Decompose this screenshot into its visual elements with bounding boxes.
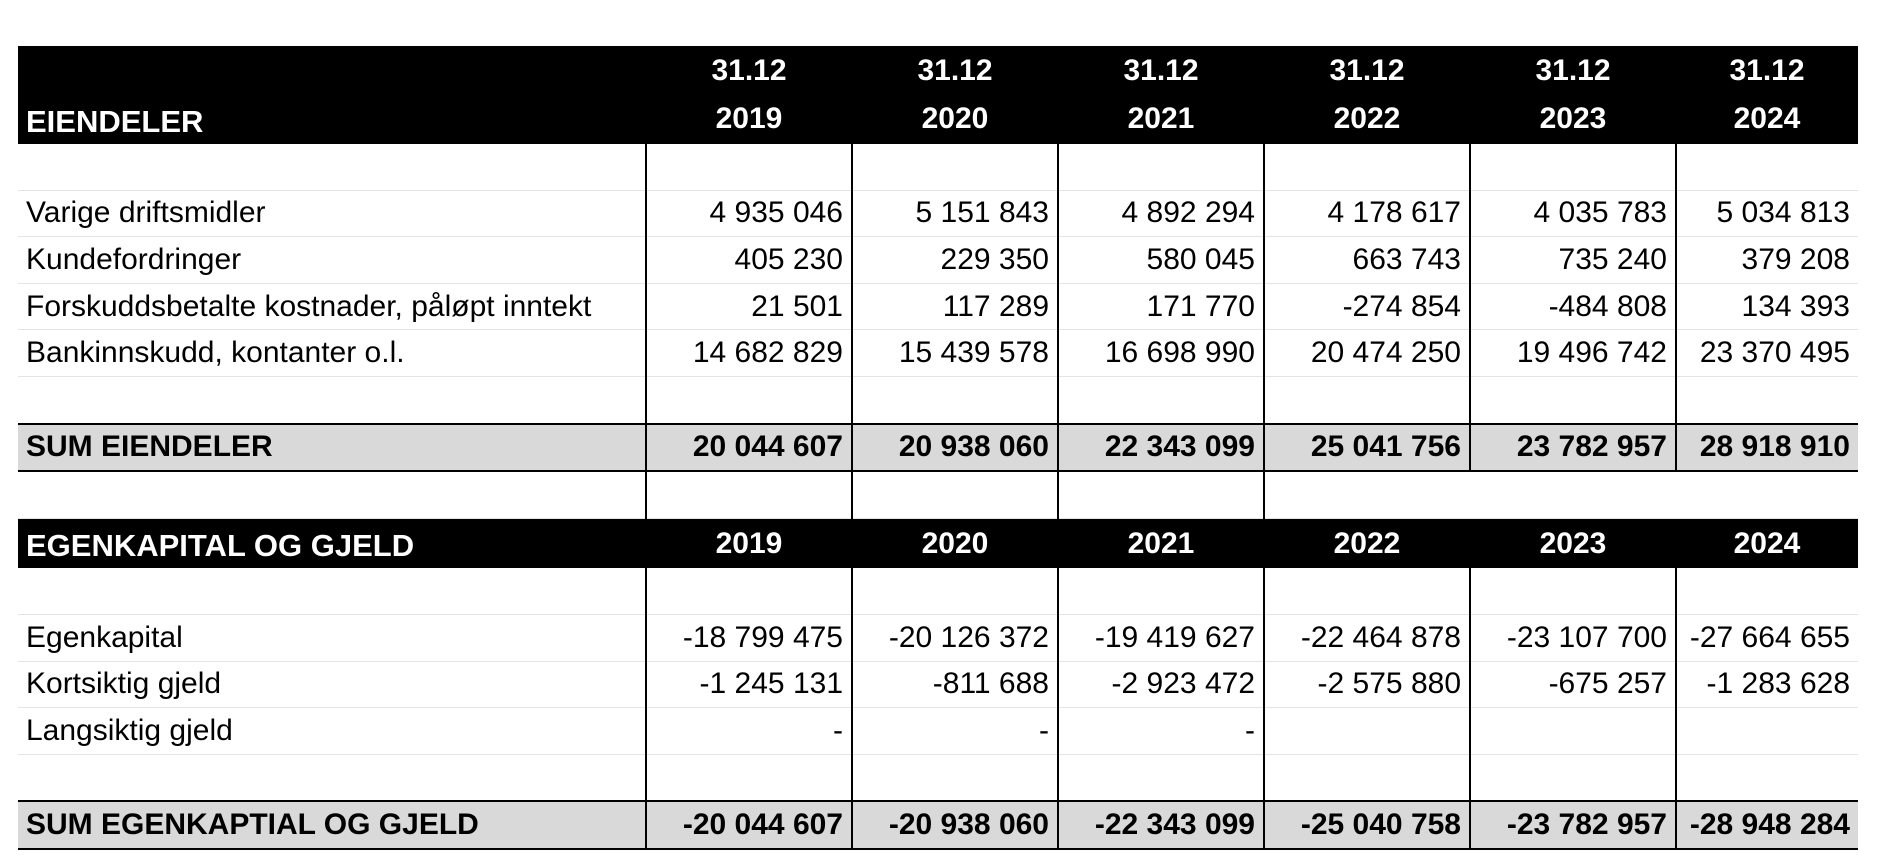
value-cell: -22 464 878	[1264, 614, 1470, 661]
value-cell: -675 257	[1470, 661, 1676, 708]
sum-value: -20 044 607	[646, 801, 852, 849]
value-cell: -484 808	[1470, 283, 1676, 330]
value-cell: -19 419 627	[1058, 614, 1264, 661]
empty-cell	[646, 568, 852, 614]
empty-cell	[1264, 568, 1470, 614]
year-header-2021	[1058, 46, 1264, 144]
assets-heading: EIENDELER	[18, 46, 646, 144]
empty-cell	[1264, 471, 1470, 518]
sum-assets-row	[18, 424, 1858, 472]
value-cell: 405 230	[646, 237, 852, 284]
empty-cell	[1058, 144, 1264, 190]
date-label: 31.12	[1729, 54, 1805, 87]
value-cell: -	[646, 708, 852, 755]
value-cell: 4 935 046	[646, 190, 852, 237]
row-label: Kundefordringer	[18, 237, 646, 284]
year-label: 2020	[921, 102, 989, 135]
empty-cell	[852, 144, 1058, 190]
empty-cell	[852, 376, 1058, 423]
empty-cell	[1470, 471, 1676, 518]
value-cell: 4 035 783	[1470, 190, 1676, 237]
empty-cell	[646, 144, 852, 190]
spacer-row	[18, 144, 1858, 190]
table-row	[18, 190, 1858, 237]
spacer-row	[18, 568, 1858, 614]
empty-cell	[1264, 376, 1470, 423]
value-cell: 16 698 990	[1058, 330, 1264, 377]
empty-cell	[1058, 376, 1264, 423]
empty-cell	[1470, 144, 1676, 190]
row-label: Langsiktig gjeld	[18, 708, 646, 755]
balance-sheet-table	[18, 46, 1858, 850]
value-cell: 171 770	[1058, 283, 1264, 330]
value-cell	[1470, 708, 1676, 755]
value-cell: 735 240	[1470, 237, 1676, 284]
empty-cell	[1470, 754, 1676, 801]
assets-header-row	[18, 46, 1858, 144]
empty-cell	[646, 471, 852, 518]
year-header-2021: 2021	[1058, 518, 1264, 568]
empty-cell	[1676, 144, 1858, 190]
year-header-2019: 2019	[646, 518, 852, 568]
empty-cell	[18, 144, 646, 190]
value-cell: 4 892 294	[1058, 190, 1264, 237]
sum-value: 20 938 060	[852, 424, 1058, 472]
sum-value: 28 918 910	[1676, 424, 1858, 472]
year-header-2024	[1676, 46, 1858, 144]
row-label: Egenkapital	[18, 614, 646, 661]
empty-cell	[1676, 754, 1858, 801]
table-row	[18, 614, 1858, 661]
value-cell: 14 682 829	[646, 330, 852, 377]
table-row	[18, 237, 1858, 284]
year-header-2020	[852, 46, 1058, 144]
date-label: 31.12	[1123, 54, 1199, 87]
empty-cell	[1264, 144, 1470, 190]
sum-label: SUM EIENDELER	[18, 424, 646, 472]
value-cell: -27 664 655	[1676, 614, 1858, 661]
empty-cell	[18, 568, 646, 614]
table-row	[18, 283, 1858, 330]
sum-value: -23 782 957	[1470, 801, 1676, 849]
value-cell: -20 126 372	[852, 614, 1058, 661]
value-cell: -	[1058, 708, 1264, 755]
value-cell: -1 245 131	[646, 661, 852, 708]
row-label: Varige driftsmidler	[18, 190, 646, 237]
value-cell: 5 034 813	[1676, 190, 1858, 237]
value-cell: -1 283 628	[1676, 661, 1858, 708]
empty-cell	[1676, 471, 1858, 518]
value-cell: 5 151 843	[852, 190, 1058, 237]
value-cell: -811 688	[852, 661, 1058, 708]
empty-cell	[1676, 376, 1858, 423]
empty-cell	[852, 568, 1058, 614]
sum-value: -20 938 060	[852, 801, 1058, 849]
empty-cell	[1676, 568, 1858, 614]
empty-cell	[18, 754, 646, 801]
value-cell: 15 439 578	[852, 330, 1058, 377]
row-label: Kortsiktig gjeld	[18, 661, 646, 708]
date-label: 31.12	[711, 54, 787, 87]
empty-cell	[852, 754, 1058, 801]
empty-cell	[1058, 754, 1264, 801]
year-header-2022: 2022	[1264, 518, 1470, 568]
value-cell: -274 854	[1264, 283, 1470, 330]
value-cell: 4 178 617	[1264, 190, 1470, 237]
date-label: 31.12	[1329, 54, 1405, 87]
year-label: 2023	[1539, 102, 1607, 135]
equity-header-row	[18, 518, 1858, 568]
value-cell: -2 575 880	[1264, 661, 1470, 708]
sum-label: SUM EGENKAPTIAL OG GJELD	[18, 801, 646, 849]
sum-value: -22 343 099	[1058, 801, 1264, 849]
spacer-row	[18, 754, 1858, 801]
value-cell: 134 393	[1676, 283, 1858, 330]
sum-value: 23 782 957	[1470, 424, 1676, 472]
year-label: 2022	[1333, 102, 1401, 135]
row-label: Bankinnskudd, kontanter o.l.	[18, 330, 646, 377]
sum-value: 22 343 099	[1058, 424, 1264, 472]
spacer-row	[18, 376, 1858, 423]
empty-cell	[1058, 471, 1264, 518]
value-cell: 580 045	[1058, 237, 1264, 284]
empty-cell	[18, 376, 646, 423]
sum-value: -25 040 758	[1264, 801, 1470, 849]
value-cell: -23 107 700	[1470, 614, 1676, 661]
value-cell: -2 923 472	[1058, 661, 1264, 708]
empty-cell	[18, 471, 646, 518]
year-label: 2019	[715, 102, 783, 135]
date-label: 31.12	[917, 54, 993, 87]
empty-cell	[852, 471, 1058, 518]
value-cell: 117 289	[852, 283, 1058, 330]
value-cell	[1264, 708, 1470, 755]
value-cell	[1676, 708, 1858, 755]
sum-equity-row	[18, 801, 1858, 849]
sum-value: 25 041 756	[1264, 424, 1470, 472]
sum-value: 20 044 607	[646, 424, 852, 472]
year-header-2022	[1264, 46, 1470, 144]
equity-heading: EGENKAPITAL OG GJELD	[18, 518, 646, 568]
value-cell: -	[852, 708, 1058, 755]
year-header-2024: 2024	[1676, 518, 1858, 568]
year-header-2023	[1470, 46, 1676, 144]
empty-cell	[1470, 376, 1676, 423]
date-label: 31.12	[1535, 54, 1611, 87]
empty-cell	[646, 754, 852, 801]
sum-value: -28 948 284	[1676, 801, 1858, 849]
table-row	[18, 708, 1858, 755]
year-label: 2024	[1733, 102, 1801, 135]
year-header-2020: 2020	[852, 518, 1058, 568]
value-cell: 229 350	[852, 237, 1058, 284]
year-label: 2021	[1127, 102, 1195, 135]
row-label: Forskuddsbetalte kostnader, påløpt inntekt	[18, 283, 646, 330]
year-header-2019	[646, 46, 852, 144]
value-cell: 663 743	[1264, 237, 1470, 284]
empty-cell	[1470, 568, 1676, 614]
value-cell: 379 208	[1676, 237, 1858, 284]
empty-cell	[1264, 754, 1470, 801]
value-cell: 23 370 495	[1676, 330, 1858, 377]
value-cell: 21 501	[646, 283, 852, 330]
table-row	[18, 661, 1858, 708]
empty-cell	[646, 376, 852, 423]
table-row	[18, 330, 1858, 377]
spacer-row	[18, 471, 1858, 518]
value-cell: -18 799 475	[646, 614, 852, 661]
empty-cell	[1058, 568, 1264, 614]
value-cell: 19 496 742	[1470, 330, 1676, 377]
year-header-2023: 2023	[1470, 518, 1676, 568]
value-cell: 20 474 250	[1264, 330, 1470, 377]
